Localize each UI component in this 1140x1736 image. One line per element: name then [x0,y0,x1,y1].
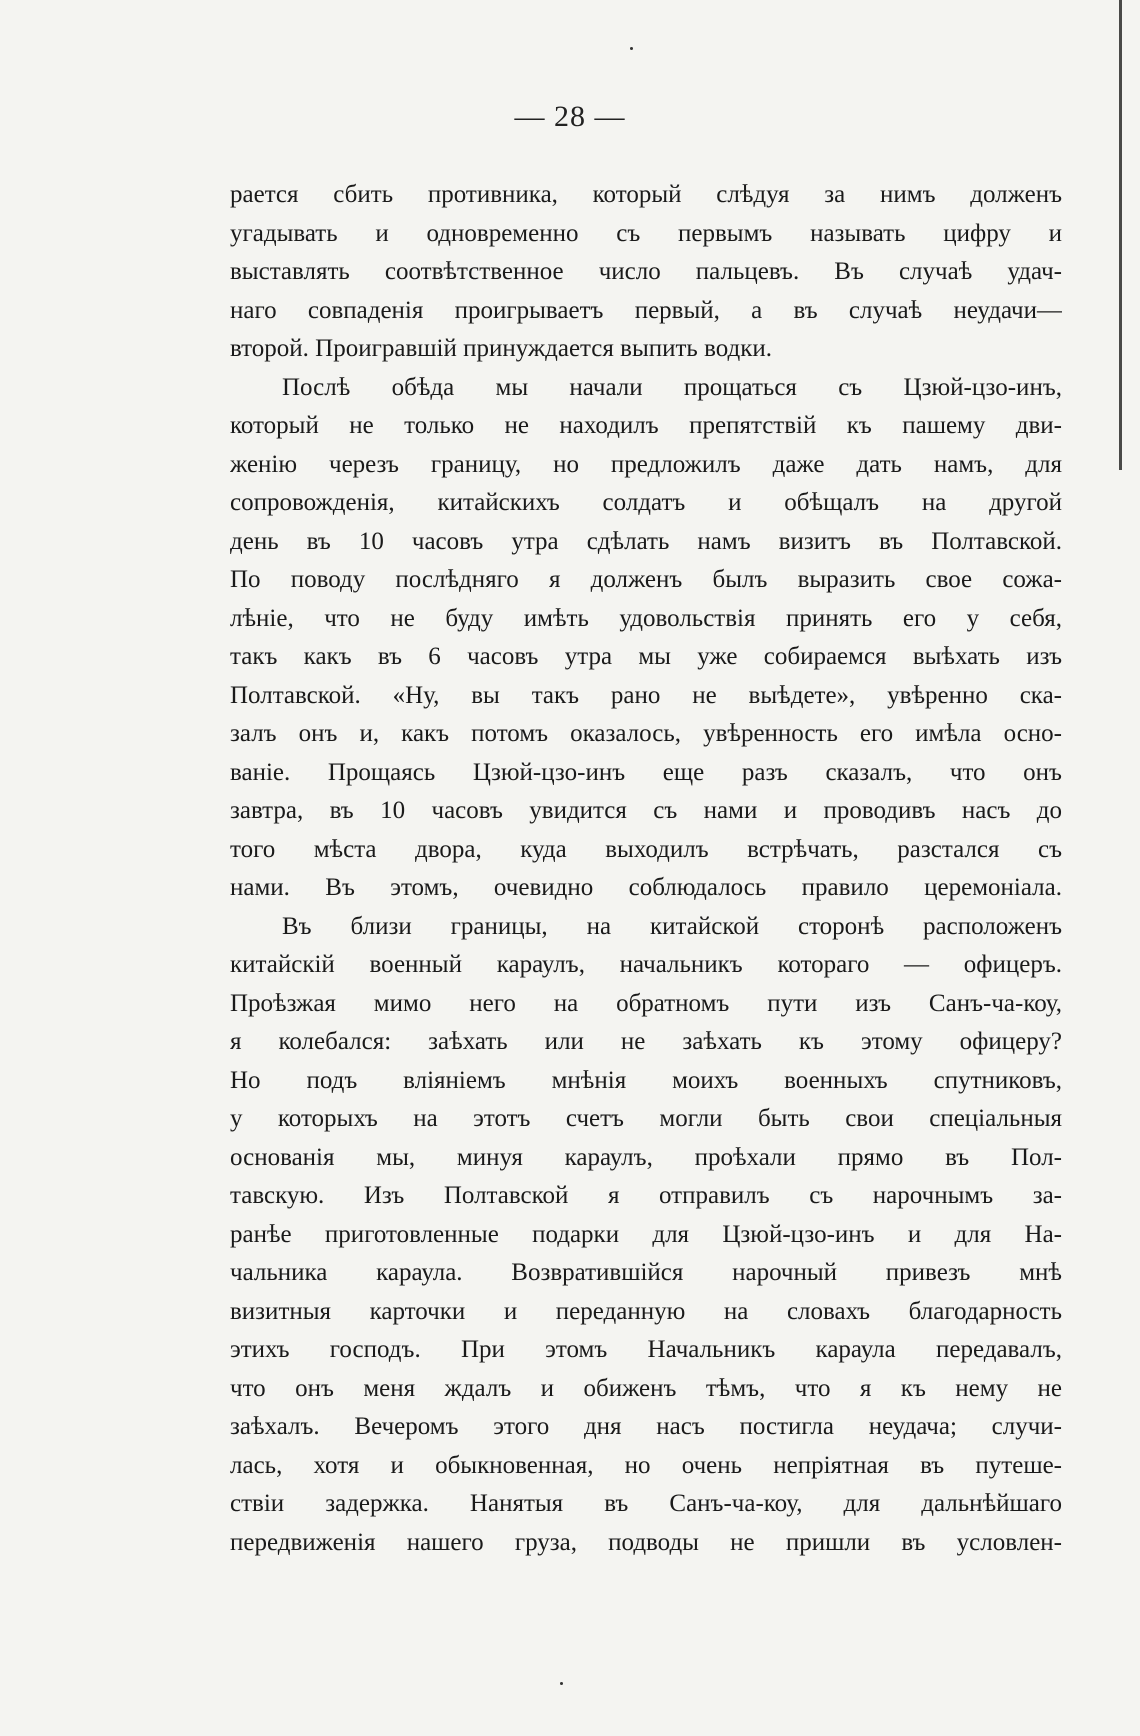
text-line: что онъ меня ждалъ и обиженъ тѣмъ, что я къ нему не [230,1374,1062,1402]
text-line: день въ 10 часовъ утра сдѣлать намъ визитъ въ Полтавской. [230,527,1062,555]
text-line: выставлять соотвѣтственное число пальцевъ. Въ случаѣ удач- [230,258,1062,285]
text-line: рается сбить противника, который слѣдуя за нимъ долженъ [230,181,1062,208]
text-line: лѣніе, что не буду имѣть удовольствія принять его у себя, [230,604,1062,632]
text-line: ранѣе приготовленные подарки для Цзюй-цзо-инъ и для На- [230,1220,1062,1248]
text-line: залъ онъ и, какъ потомъ оказалось, увѣренность его имѣла осно- [230,720,1062,747]
text-line: тавскую. Изъ Полтавской я отправилъ съ нарочнымъ за- [230,1182,1062,1209]
text-line: Въ близи границы, на китайской сторонѣ расположенъ [282,912,1062,940]
text-line: второй. Проигравшій принуждается выпить водки. [230,335,772,362]
text-line: По поводу послѣдняго я долженъ былъ выразить свое сожа- [230,566,1062,593]
text-line: у которыхъ на этотъ счетъ могли быть свои спеціальныя [230,1105,1062,1132]
text-line: женію черезъ границу, но предложилъ даже дать намъ, для [230,450,1062,478]
text-line: который не только не находилъ препятствій къ пашему дви- [230,412,1062,439]
text-line: такъ какъ въ 6 часовъ утра мы уже собираемся выѣхать изъ [230,643,1062,670]
text-line: завтра, въ 10 часовъ увидится съ нами и проводивъ насъ до [230,797,1062,824]
text-line: лась, хотя и обыкновенная, но очень непріятная въ путеше- [230,1451,1062,1479]
text-line: визитныя карточки и переданную на словахъ благодарность [230,1297,1062,1325]
scan-page-edge [1119,0,1122,470]
text-line: ствіи задержка. Нанятыя въ Санъ-ча-коу, для дальнѣйшаго [230,1490,1062,1517]
text-line: заѣхалъ. Вечеромъ этого дня насъ постигла неудача; случи- [230,1413,1062,1440]
text-line: Послѣ обѣда мы начали прощаться съ Цзюй-цзо-инъ, [282,373,1062,401]
text-line: Но подъ вліяніемъ мнѣнія моихъ военныхъ спутниковъ, [230,1066,1062,1094]
text-line: китайскій военный караулъ, начальникъ котораго — офицеръ. [230,951,1062,978]
scan-speck [630,47,633,50]
text-line: Проѣзжая мимо него на обратномъ пути изъ Санъ-ча-коу, [230,989,1062,1017]
text-line: Полтавской. «Ну, вы такъ рано не выѣдете», увѣренно ска- [230,681,1062,709]
text-line: наго совпаденія проигрываетъ первый, а въ случаѣ неудачи— [230,296,1062,324]
text-line: сопровожденія, китайскихъ солдатъ и обѣщалъ на другой [230,489,1062,516]
scan-speck [560,1682,563,1685]
text-line: я колебался: заѣхать или не заѣхать къ этому офицеру? [230,1028,1062,1055]
text-line: угадывать и одновременно съ первымъ называть цифру и [230,219,1062,247]
text-line: чальника караула. Возвратившійся нарочный привезъ мнѣ [230,1259,1062,1286]
page-number: — 28 — [514,100,626,133]
text-line: основанія мы, минуя караулъ, проѣхали прямо въ Пол- [230,1143,1062,1171]
body-text [230,176,1062,1562]
text-line: ваніе. Прощаясь Цзюй-цзо-инъ еще разъ сказалъ, что онъ [230,758,1062,786]
text-line: передвиженія нашего груза, подводы не пришли въ условлен- [230,1528,1062,1556]
text-line: того мѣста двора, куда выходилъ встрѣчать, разстался съ [230,835,1062,863]
text-line: нами. Въ этомъ, очевидно соблюдалось правило церемоніала. [230,874,1062,901]
text-line: этихъ господъ. При этомъ Начальникъ караула передавалъ, [230,1336,1062,1363]
